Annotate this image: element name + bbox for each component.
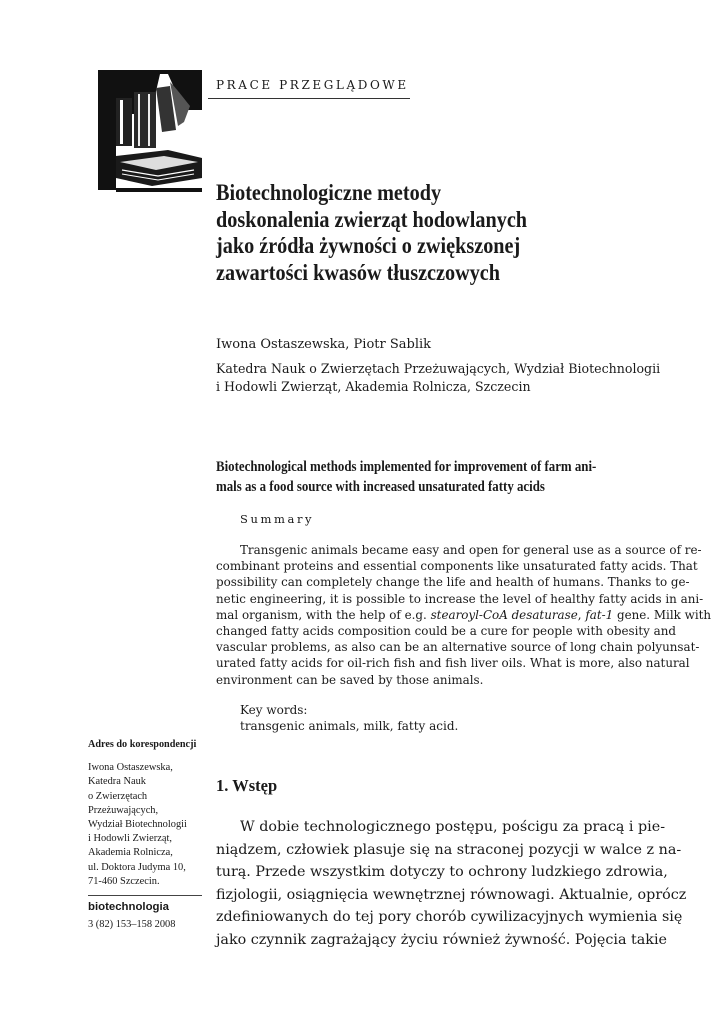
section-label: PRACE PRZEGLĄDOWE — [216, 78, 409, 92]
authors: Iwona Ostaszewska, Piotr Sablik — [216, 337, 432, 352]
body-line: fizjologii, osiągnięcia wewnętrznej równowagi. Aktualnie, oprócz — [216, 886, 687, 903]
summary-text — [216, 542, 712, 688]
summary-line: possibility can completely change the life and health of humans. Thanks to ge- — [216, 575, 690, 590]
body-line: zdefiniowanych do tej pory chorób cywilizacyjnych wymienia się — [216, 909, 683, 926]
summary-heading: Summary — [240, 512, 315, 526]
gene-name: fat-1 — [585, 607, 614, 622]
sidebar-rule — [88, 895, 202, 896]
body-line: jako czynnik zagrażający życiu również żywność. Pojęcia takie — [216, 931, 667, 948]
summary-line: netic engineering, it is possible to increase the level of healthy fatty acids in ani- — [216, 591, 704, 606]
summary-line: combinant proteins and essential components like unsaturated fatty acids. That — [216, 559, 698, 574]
section-heading: 1. Wstęp — [216, 776, 278, 795]
summary-line: Transgenic animals became easy and open for general use as a source of re- — [240, 543, 702, 557]
english-title — [216, 457, 651, 497]
article-title — [216, 180, 646, 286]
title-line: jako źródła żywności o zwiększonej — [216, 233, 521, 259]
gene-name: stearoyl-CoA desaturase — [430, 607, 578, 622]
body-line: W dobie technologicznego postępu, pościgu za pracą i pie- — [240, 819, 666, 835]
english-title-line: mals as a food source with increased unsaturated fatty acids — [216, 479, 545, 495]
keywords-heading: Key words: — [240, 703, 308, 717]
address-line: Akademia Rolnicza, — [88, 847, 173, 859]
summary-line: vascular problems, as also can be an alternative source of long chain polyunsat- — [216, 640, 700, 655]
summary-line-mixed: mal organism, with the help of e.g. stearoyl-CoA desaturase, fat-1 gene. Milk with — [216, 607, 712, 622]
affiliation-line: i Hodowli Zwierząt, Akademia Rolnicza, Szczecin — [216, 379, 531, 394]
address-line: Iwona Ostaszewska, — [88, 762, 173, 774]
summary-line: urated fatty acids for oil-rich fish and fish liver oils. What is more, also natural — [216, 656, 690, 671]
affiliation — [216, 360, 661, 396]
journal-name: biotechnologia — [88, 901, 169, 914]
section-rule — [208, 98, 410, 99]
journal-logo-books — [98, 70, 202, 192]
address-line: i Hodowli Zwierząt, — [88, 833, 172, 845]
address-line: ul. Doktora Judyma 10, — [88, 861, 186, 873]
summary-line: changed fatty acids composition could be a cure for people with obesity and — [216, 624, 677, 639]
address-line: Wydział Biotechnologii — [88, 819, 187, 831]
body-line: niądzem, człowiek plasuje się na straconej pozycji w walce z na- — [216, 841, 682, 858]
affiliation-line: Katedra Nauk o Zwierzętach Przeżuwających, Wydział Biotechnologii — [216, 361, 661, 376]
address-line: 71-460 Szczecin. — [88, 875, 160, 887]
address-line: Przeżuwających, — [88, 804, 159, 816]
english-title-line: Biotechnological methods implemented for improvement of farm ani- — [216, 459, 597, 475]
address-line: o Zwierzętach — [88, 790, 148, 802]
title-line: Biotechnologiczne metody — [216, 180, 442, 206]
title-line: zawartości kwasów tłuszczowych — [216, 259, 501, 286]
title-line: doskonalenia zwierząt hodowlanych — [216, 206, 528, 233]
sidebar-heading: Adres do korespondencji — [88, 739, 197, 750]
keywords-text: transgenic animals, milk, fatty acid. — [240, 719, 459, 733]
body-text — [216, 816, 687, 952]
address-line: Katedra Nauk — [88, 776, 146, 788]
correspondence-sidebar — [88, 738, 206, 932]
journal-issue: 3 (82) 153–158 2008 — [88, 919, 176, 931]
body-line: turą. Przede wszystkim dotyczy to ochrony ludzkiego zdrowia, — [216, 864, 668, 881]
summary-line: environment can be saved by those animals. — [216, 672, 484, 687]
